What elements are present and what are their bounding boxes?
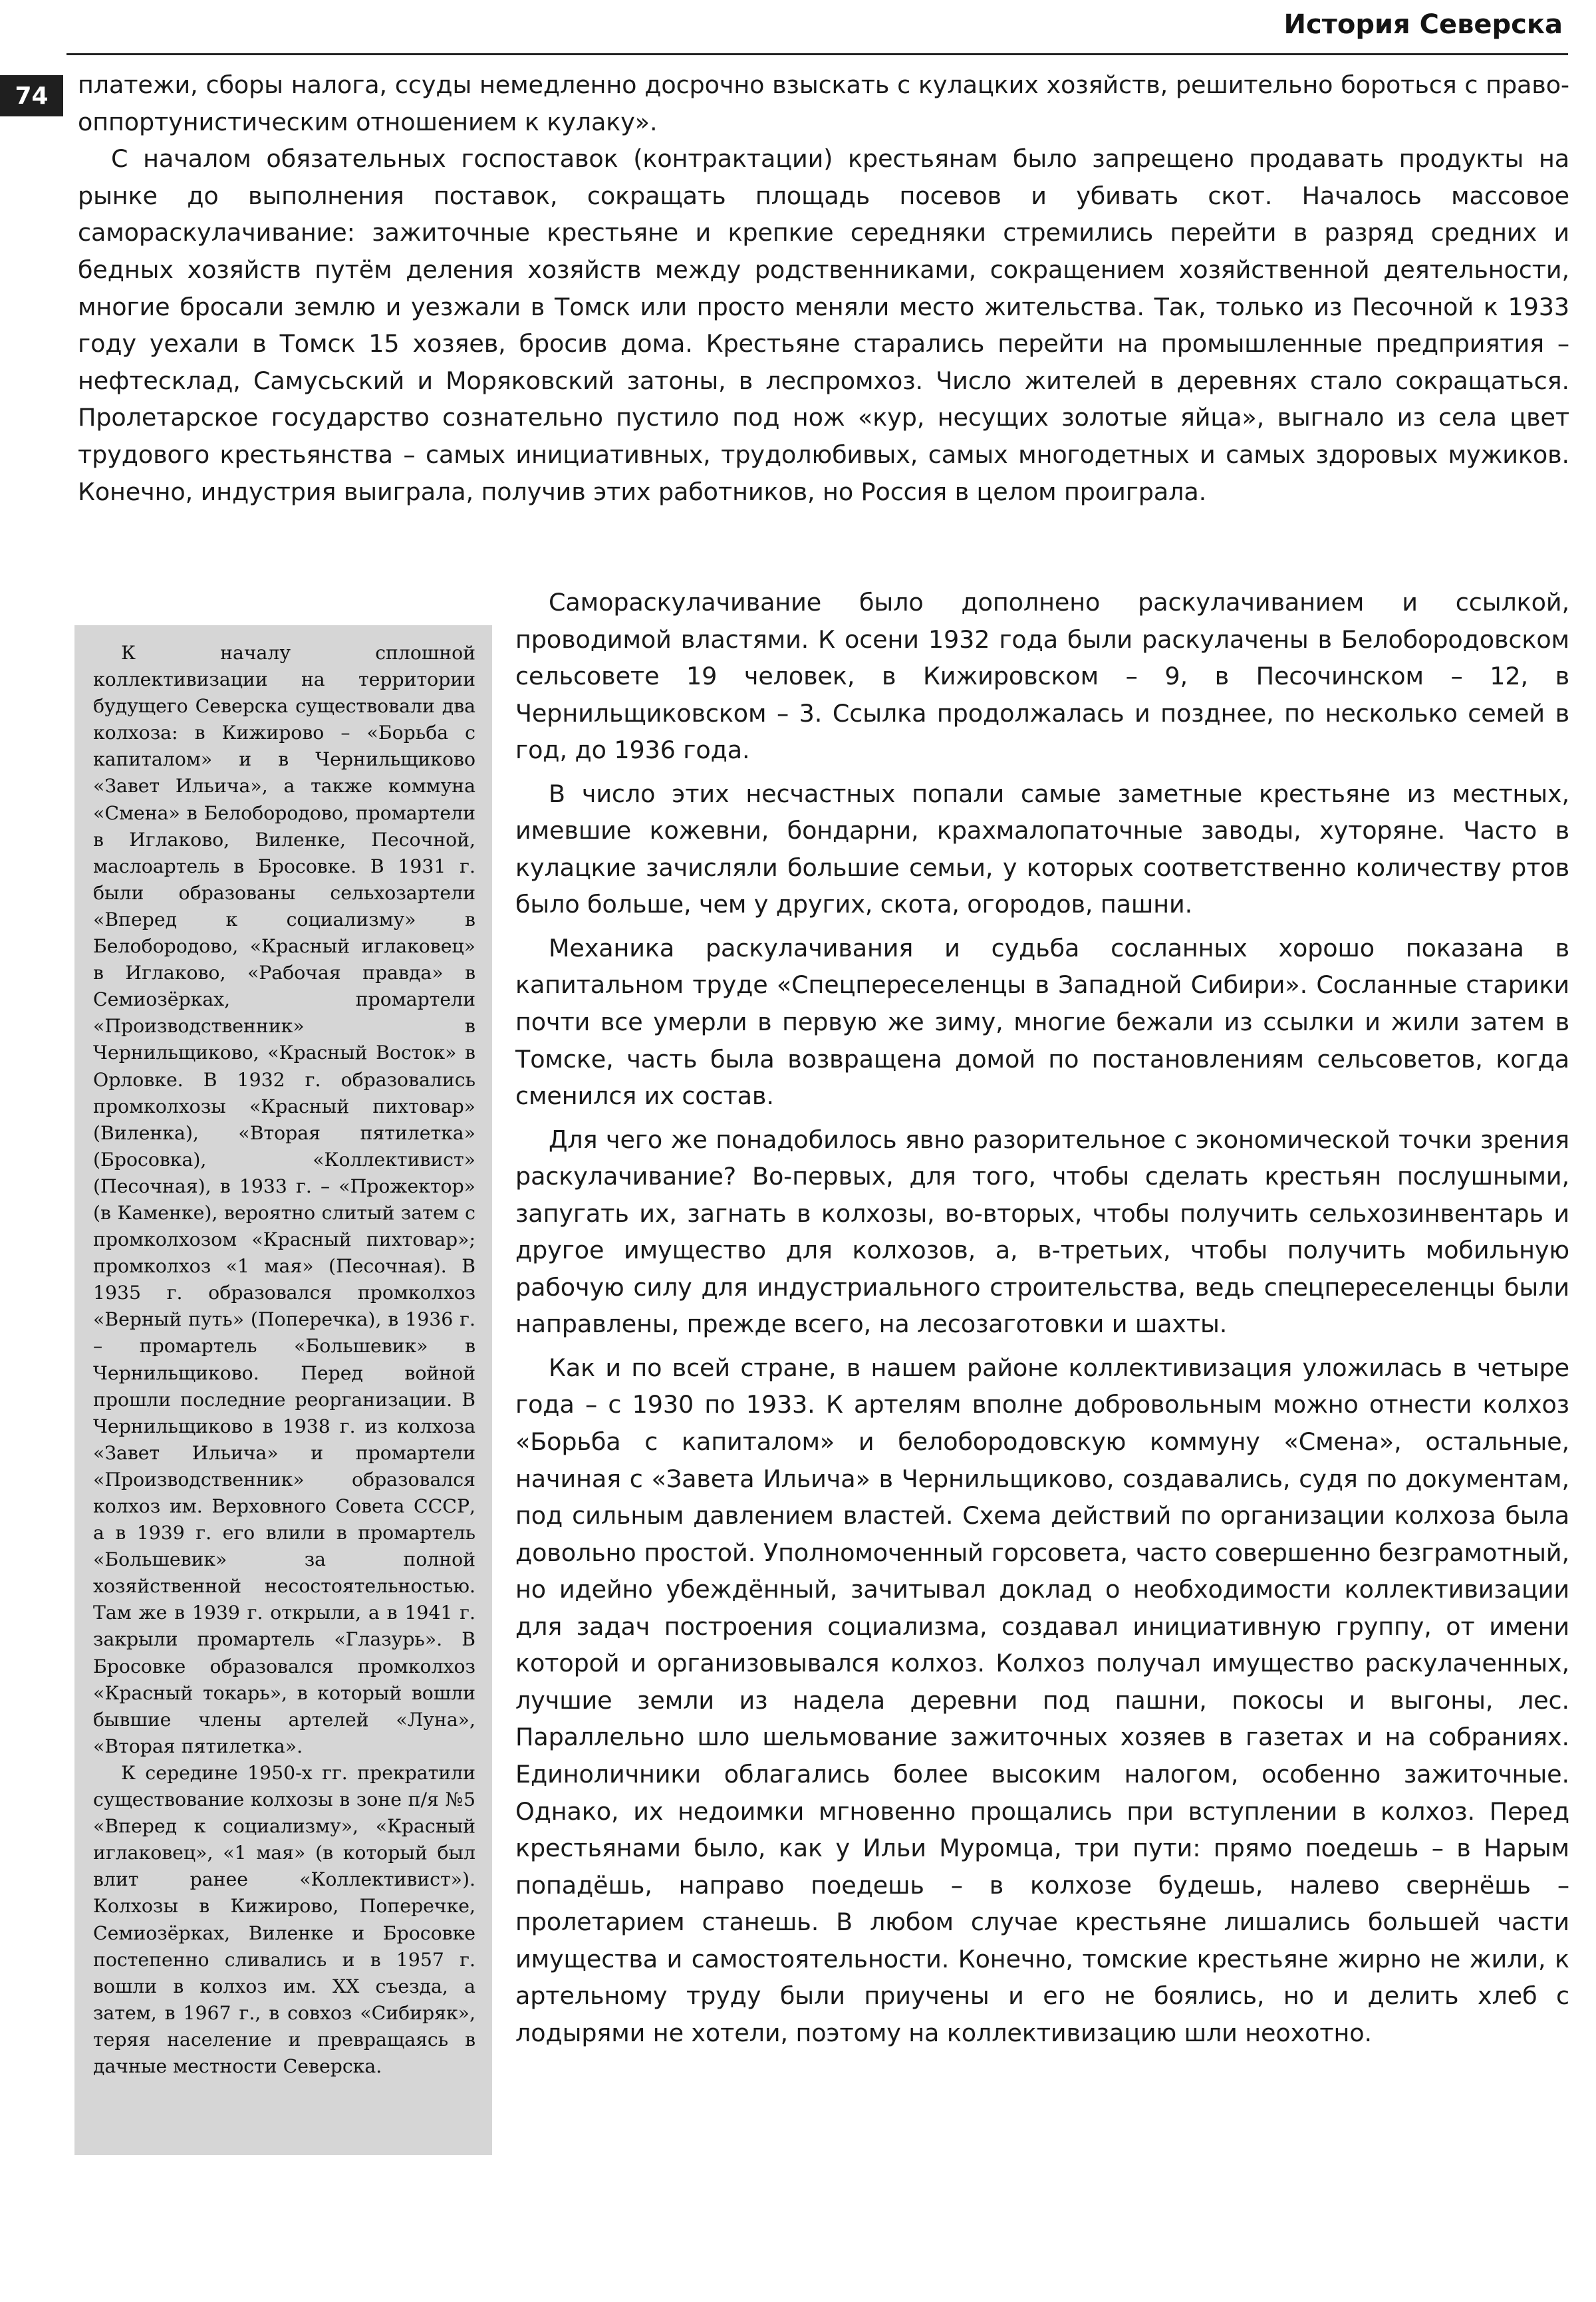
main-paragraph: Для чего же понадобилось явно разорительное с экономической точки зрения раскулачивание? Во-первых, для того, чтобы сделать крестьян послушными, запугать их, загнать в колхозы, во-вторых, чтобы получить сельхозинвентарь и другое имущество для колхозов, а, в-третьих, чтобы получить мобильную рабочую силу для индустриального строительства, ведь спецпереселенцы были направлены, прежде всего, на лесозаготовки и шахты. [515,1125,1569,1339]
main-paragraph: Механика раскулачивания и судьба сосланных хорошо показана в капитальном труде «Спецпереселенцы в Западной Сибири». Сосланные старики почти все умерли в первую же зиму, многие бежали из ссылки и жили затем в Томске, часть была возвращена домой по постановлениям сельсоветов, когда сменился их состав. [515,933,1569,1111]
header-rule [66,53,1568,55]
paragraph-self-dekulakization: С началом обязательных госпоставок (контрактации) крестьянам было запрещено продавать продукты на рынке до выполнения поставок, сокращать площадь посевов и убивать скот. Началось массовое самораскулачивание: зажиточные крестьяне и крепкие середняки стремились перейти в разряд средних и бедных хозяйств путём деления хозяйств между родственниками, сокращением хозяйственной деятельности, многие бросали землю и уезжали в Томск или просто меняли место жительства. Так, только из Песочной к 1933 году уехали в Томск 15 хозяев, бросив дома. Крестьяне старались перейти на промышленные предприятия – нефтесклад, Самусьский и Моряковский затоны, в леспромхоз. Число жителей в деревнях стало сокращаться. Пролетарское государство сознательно пустило под нож «кур, несущих золотые яйца», выгнало из села цвет трудового крестьянства – самых инициативных, трудолюбивых, самых многодетных и самых здоровых мужиков. Конечно, индустрия выиграла, получив этих работников, но Россия в целом проиграла. [78,144,1569,506]
sidebar-paragraph: К началу сплошной коллективизации на территории будущего Северска существовали два колхоза: в Кижирово – «Борьба с капиталом» и в Чернильщиково «Завет Ильича», а также коммуна «Смена» в Белобородово, промартели в Иглаково, Виленке, Песочной, маслоартель в Бросовке. В 1931 г. были образованы сельхозартели «Вперед к социализму» в Белобородово, «Красный иглаковец» в Иглаково, «Рабочая правда» в Семиозёрках, промартели «Производственник» в Чернильщиково, «Красный Восток» в Орловке. В 1932 г. образовались промколхозы «Красный пихтовар» (Виленка), «Вторая пятилетка» (Бросовка), «Коллективист» (Песочная), в 1933 г. – «Прожектор» (в Каменке), вероятно слитый затем с промколхозом «Красный пихтовар»; промколхоз «1 мая» (Песочная). В 1935 г. образовался промколхоз «Верный путь» (Поперечка), в 1936 г. – промартель «Большевик» в Чернильщиково. Перед войной прошли последние реорганизации. В Чернильщиково в 1938 г. из колхоза «Завет Ильича» и промартели «Производственник» образовался колхоз им. Верховного Совета СССР, а в 1939 г. его влили в промартель «Большевик» за полной хозяйственной несостоятельностью. Там же в 1939 г. открыли, а в 1941 г. закрыли промартель «Глазурь». В Бросовке образовался промколхоз «Красный токарь», в который вошли бывшие члены артелей «Луна», «Вторая пятилетка». [93,642,475,1757]
main-paragraph: В число этих несчастных попали самые заметные крестьяне из местных, имевшие кожевни, бондарни, крахмалопаточные заводы, хуторяне. Часто в кулацкие зачисляли большие семьи, у которых соответственно количеству ртов было больше, чем у других, скота, огородов, пашни. [515,779,1569,919]
page-number: 74 [0,75,63,116]
main-column [515,584,1569,2058]
main-paragraph: Самораскулачивание было дополнено раскулачиванием и ссылкой, проводимой властями. К осени 1932 года были раскулачены в Белобородовском сельсовете 19 человек, в Кижировском – 9, в Песочинском – 12, в Чернильщиковском – 3. Ссылка продолжалась и позднее, по несколько семей в год, до 1936 года. [515,588,1569,765]
running-title: История Северска [1283,9,1563,40]
main-paragraph: Как и по всей стране, в нашем районе коллективизация уложилась в четыре года – с 1930 по 1933. К артелям вполне добровольным можно отнести колхоз «Борьба с капиталом» и белобородовскую коммуну «Смена», остальные, начиная с «Завета Ильича» в Чернильщиково, создавались, судя по документам, под сильным давлением властей. Схема действий по организации колхоза была довольно простой. Уполномоченный горсовета, часто совершенно безграмотный, но идейно убеждённый, зачитывал доклад о необходимости коллективизации для задач построения социализма, создавал инициативную группу, от имени которой и организовывался колхоз. Колхоз получал имущество раскулаченных, лучшие земли из надела деревни под пашни, покосы и выгоны, лес. Параллельно шло шельмование зажиточных хозяев в газетах и на собраниях. Единоличники облагались более высоким налогом, особенно зажиточные. Однако, их недоимки мгновенно прощались при вступлении в колхоз. Перед крестьянами было, как у Ильи Муромца, три пути: прямо поедешь – в Нарым попадёшь, направо поедешь – в колхозе будешь, налево свернёшь – пролетарием станешь. В любом случае крестьяне лишались большей части имущества и самостоятельности. Конечно, томские крестьяне жирно не жили, к артельному труду были приучены и его не боялись, но и делить хлеб с лодырями не хотели, поэтому на коллективизацию шли неохотно. [515,1353,1569,2047]
top-text-block [78,67,1569,510]
sidebar-text [93,640,475,2080]
continuation-paragraph: платежи, сборы налога, ссуды немедленно досрочно взыскать с кулацких хозяйств, решительно бороться с право-оппортунистическим отношением к кулаку». [78,71,1569,136]
sidebar-paragraph: К середине 1950-х гг. прекратили существование колхозы в зоне п/я №5 «Вперед к социализму», «Красный иглаковец», «1 мая» (в который был влит ранее «Коллективист»). Колхозы в Кижирово, Поперечке, Семиозёрках, Виленке и Бросовке постепенно сливались и в 1957 г. вошли в колхоз им. XX съезда, а затем, в 1967 г., в совхоз «Сибиряк», теряя население и превращаясь в дачные местности Северска. [93,1761,475,2077]
